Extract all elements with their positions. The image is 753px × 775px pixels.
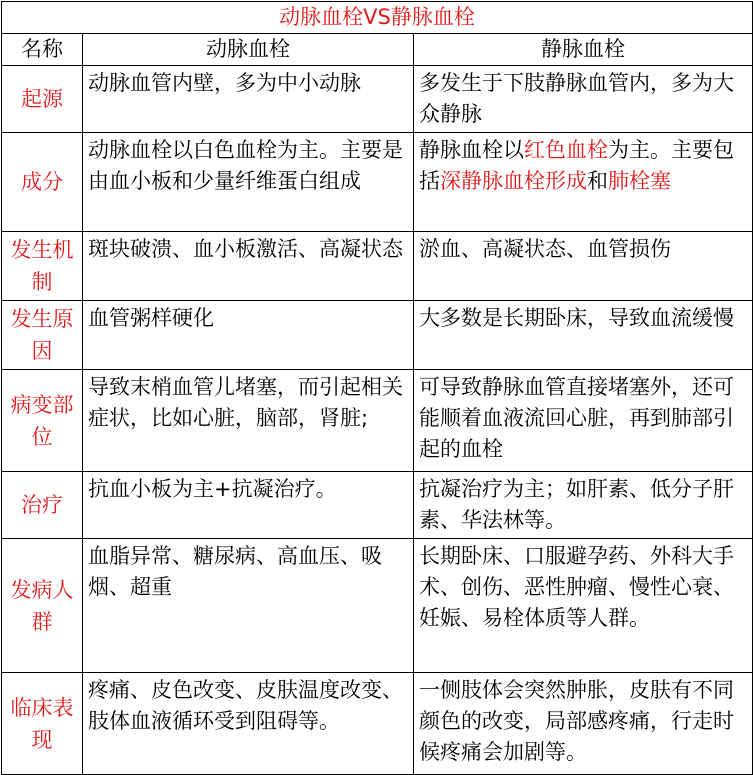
venous-composition-text-3: 和 <box>587 169 608 193</box>
cell-arterial-composition: 动脉血栓以白色血栓为主。主要是由血小板和少量纤维蛋白组成 <box>83 133 414 232</box>
row-label-clinical: 临床表现 <box>2 673 83 775</box>
table-row <box>2 301 753 370</box>
cell-arterial-origin: 动脉血管内壁，多为中小动脉 <box>83 66 414 133</box>
cell-arterial-treatment: 抗血小板为主+抗凝治疗。 <box>83 472 414 539</box>
header-arterial: 动脉血栓 <box>83 34 414 66</box>
cell-arterial-clinical: 疼痛、皮色改变、皮肤温度改变、肢体血液循环受到阻碍等。 <box>83 673 414 775</box>
title-row <box>2 2 753 34</box>
venous-composition-highlight-red-thrombus: 红色血栓 <box>524 138 608 162</box>
cell-venous-mechanism: 淤血、高凝状态、血管损伤 <box>414 232 753 301</box>
table-title: 动脉血栓VS静脉血栓 <box>2 2 753 34</box>
cell-arterial-population: 血脂异常、糖尿病、高血压、吸烟、超重 <box>83 539 414 673</box>
table-row <box>2 370 753 472</box>
cell-venous-treatment: 抗凝治疗为主；如肝素、低分子肝素、华法林等。 <box>414 472 753 539</box>
row-label-composition: 成分 <box>2 133 83 232</box>
cell-venous-clinical: 一侧肢体会突然肿胀，皮肤有不同颜色的改变，局部感疼痛，行走时候疼痛会加剧等。 <box>414 673 753 775</box>
comparison-table <box>1 1 753 775</box>
cell-venous-cause: 大多数是长期卧床，导致血流缓慢 <box>414 301 753 370</box>
cell-venous-population: 长期卧床、口服避孕药、外科大手术、创伤、恶性肿瘤、慢性心衰、妊娠、易栓体质等人群。 <box>414 539 753 673</box>
header-row <box>2 34 753 66</box>
table-row <box>2 539 753 673</box>
row-label-mechanism: 发生机制 <box>2 232 83 301</box>
venous-composition-text-1: 静脉血栓以 <box>419 138 524 162</box>
cell-venous-origin: 多发生于下肢静脉血管内，多为大众静脉 <box>414 66 753 133</box>
header-venous: 静脉血栓 <box>414 34 753 66</box>
table-row <box>2 133 753 232</box>
row-label-population: 发病人群 <box>2 539 83 673</box>
table-row <box>2 232 753 301</box>
row-label-cause: 发生原因 <box>2 301 83 370</box>
cell-arterial-mechanism: 斑块破溃、血小板激活、高凝状态 <box>83 232 414 301</box>
cell-venous-location: 可导致静脉血管直接堵塞外，还可能顺着血液流回心脏，再到肺部引起的血栓 <box>414 370 753 472</box>
table-row <box>2 673 753 775</box>
cell-arterial-cause: 血管粥样硬化 <box>83 301 414 370</box>
row-label-treatment: 治疗 <box>2 472 83 539</box>
venous-composition-highlight-pe: 肺栓塞 <box>608 169 671 193</box>
cell-venous-composition <box>414 133 753 232</box>
table-row <box>2 472 753 539</box>
row-label-location: 病变部位 <box>2 370 83 472</box>
header-name: 名称 <box>2 34 83 66</box>
venous-composition-text-2: 为主。主要包括 <box>419 138 734 193</box>
row-label-origin: 起源 <box>2 66 83 133</box>
venous-composition-highlight-dvt: 深静脉血栓形成 <box>440 169 587 193</box>
cell-arterial-location: 导致末梢血管儿堵塞，而引起相关症状，比如心脏，脑部，肾脏; <box>83 370 414 472</box>
table-row <box>2 66 753 133</box>
